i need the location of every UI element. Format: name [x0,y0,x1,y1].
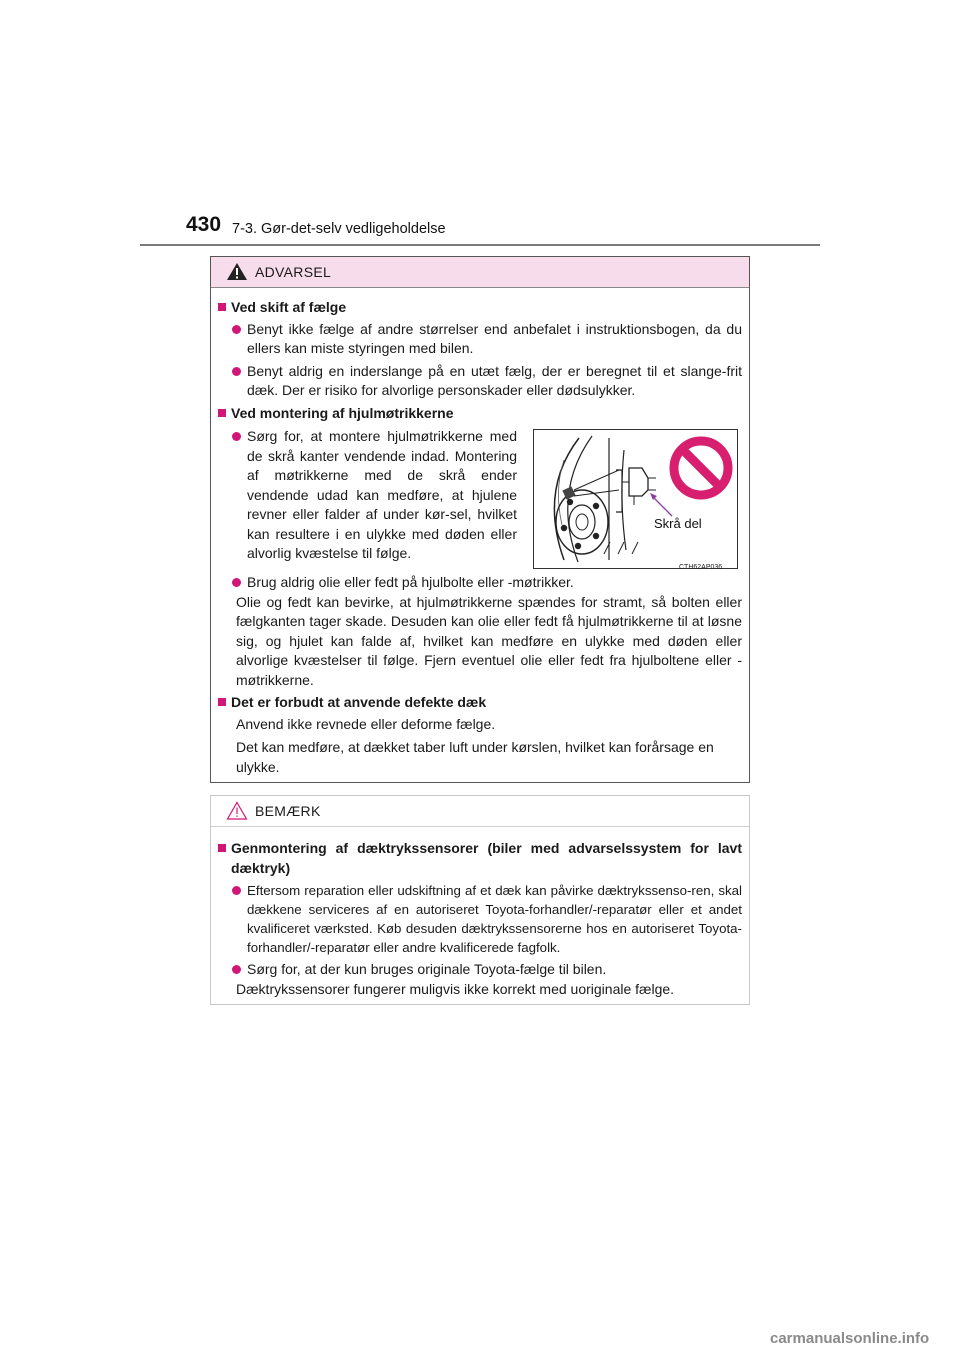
wheel-nut-drawing [534,430,737,568]
list-item: Benyt ikke fælge af andre størrelser end anbefalet i instruktionsbogen, da du ellers kan miste styringen med bilen. [217,320,742,359]
item-continuation: Dæktrykssensorer fungerer muligvis ikke korrekt med uoriginale fælge. [236,980,675,997]
round-bullet-icon [232,578,241,587]
notice-body [211,827,749,999]
page-number: 430 [186,213,222,236]
caution-triangle-icon [226,801,248,820]
figure-label: Skrå del [654,516,702,531]
notice-header [211,796,749,827]
list-item: Sørg for, at montere hjulmøtrikkerne med de skrå kanter vendende indad. Montering af møtrikkerne med de skrå ender vendende udad kan medføre, at hjulene revner eller falder af under kør-sel, hvilket kan resultere i en ulykke med døden eller alvorlig kvæstelse til følge. [217,427,517,566]
notice-title: BEMÆRK [255,803,321,819]
list-item: Eftersom reparation eller udskiftning af et dæk kan påvirke dæktrykssenso-ren, skal dækkene serviceres af en autoriseret Toyota-forhandler/-reparatør eller et andet kvalificeret værksted. Køb desuden dæktrykssensorerne hos en autoriseret Toyota-forhandler/-reparatør eller andre kvalificerede fagfolk. [217,881,742,957]
round-bullet-icon [232,432,241,441]
list-item: Benyt aldrig en inderslange på en utæt fælg, der er beregnet til et slange-frit dæk. Der er risiko for alvorlige personskader eller dødsulykker. [217,362,742,401]
notice-box [210,795,750,1005]
square-bullet-icon [218,844,226,852]
round-bullet-icon [232,886,241,895]
list-item: Sørg for, at der kun bruges originale Toyota-fælge til bilen. [217,960,742,980]
warning-header [211,257,749,288]
section-heading: Det er forbudt at anvende defekte dæk [217,693,742,713]
prohibition-icon [674,441,728,495]
section-title: 7-3. Gør-det-selv vedligeholdelse [232,221,446,237]
warning-body [211,288,749,777]
section-heading: Genmontering af dæktrykssensorer (biler med advarselssystem for lavt dæktryk) [217,839,742,878]
section-heading: Ved montering af hjulmøtrikkerne [217,404,742,424]
round-bullet-icon [232,367,241,376]
warning-box [210,256,750,783]
list-item: Brug aldrig olie eller fedt på hjulbolte eller -møtrikker. [217,573,742,593]
warning-title: ADVARSEL [255,264,332,280]
wheel-nut-illustration [533,429,738,569]
square-bullet-icon [218,409,226,417]
item-continuation: Olie og fedt kan bevirke, at hjulmøtrikkerne spændes for stramt, så bolten eller fælgkanten tager skade. Desuden kan olie eller fedt få hjulmøtrikkerne til at løsne sig, og hjulet kan falde af, hvilket kan medføre en ulykke med døden eller alvorlige kvæstelser til følge. Fjern eventuel olie eller fedt fra hjulboltene eller -møtrikkerne. [236,593,742,688]
figure-code: CTH62AP036 [679,564,723,571]
square-bullet-icon [218,303,226,311]
section-heading: Ved skift af fælge [217,298,742,318]
header-divider [140,244,820,246]
round-bullet-icon [232,965,241,974]
warning-triangle-icon [226,262,248,281]
round-bullet-icon [232,325,241,334]
paragraph: Anvend ikke revnede eller deforme fælge. [236,715,496,732]
paragraph: Det kan medføre, at dækket taber luft under kørslen, hvilket kan forårsage en ulykke. [236,739,714,775]
square-bullet-icon [218,698,226,706]
watermark: carmanualsonline.info [770,1330,930,1347]
text-figure-row [217,427,742,569]
